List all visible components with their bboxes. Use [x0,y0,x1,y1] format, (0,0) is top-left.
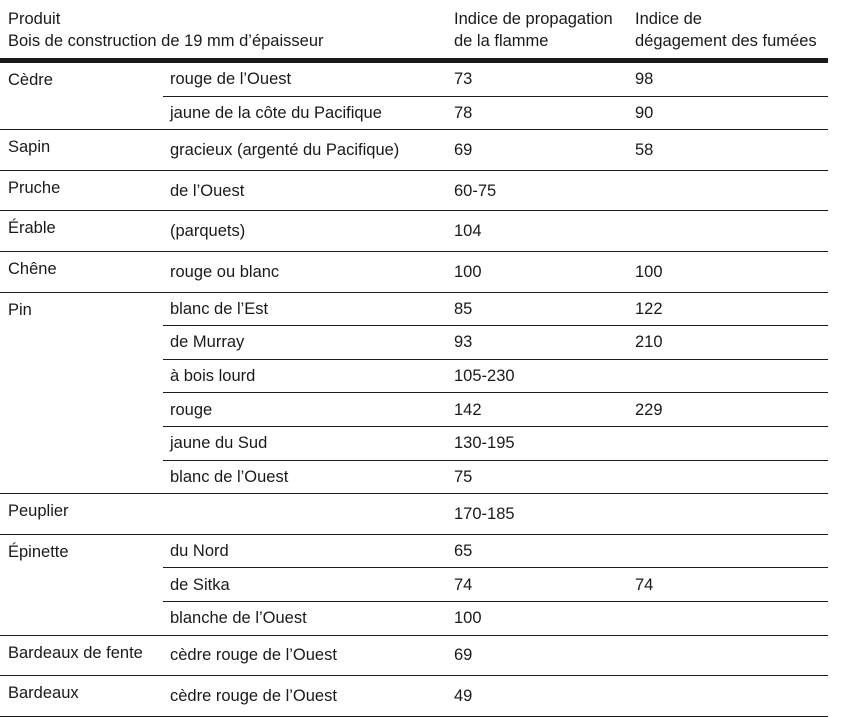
species-cell: Pin [0,292,163,494]
flame-index-cell: 78 [447,96,628,130]
variety-cell: gracieux (argenté du Pacifique) [163,130,447,171]
table-header [0,6,828,61]
variety-cell: blanc de l’Ouest [163,460,447,494]
smoke-index-cell: 98 [628,61,828,97]
table-row [0,534,828,568]
flame-index-cell: 65 [447,534,628,568]
table-row [0,292,828,326]
variety-cell: cèdre rouge de l’Ouest [163,676,447,717]
variety-cell [163,494,447,535]
variety-cell: de Sitka [163,568,447,602]
flame-index-cell: 60-75 [447,170,628,211]
variety-cell: à bois lourd [163,359,447,393]
flame-index-cell: 100 [447,601,628,635]
flame-index-cell: 93 [447,326,628,360]
smoke-index-cell [628,494,828,535]
variety-cell: (parquets) [163,211,447,252]
table-row [0,211,828,252]
table-body [0,61,828,717]
species-cell: Chêne [0,251,163,292]
variety-cell: rouge de l’Ouest [163,61,447,97]
smoke-index-cell: 122 [628,292,828,326]
variety-cell: de Murray [163,326,447,360]
flame-index-cell: 105-230 [447,359,628,393]
species-cell: Peuplier [0,494,163,535]
variety-cell: rouge ou blanc [163,251,447,292]
smoke-index-cell: 229 [628,393,828,427]
smoke-index-cell: 58 [628,130,828,171]
smoke-index-cell: 90 [628,96,828,130]
variety-cell: blanc de l’Est [163,292,447,326]
flame-index-cell: 85 [447,292,628,326]
flame-index-cell: 69 [447,130,628,171]
smoke-index-cell [628,170,828,211]
smoke-index-cell [628,635,828,676]
table-row [0,170,828,211]
product-header-line2: Bois de construction de 19 mm d’épaisseur [8,32,324,50]
table-row [0,61,828,97]
table-row [0,676,828,717]
flame-index-cell: 170-185 [447,494,628,535]
header-row [0,6,828,61]
flame-index-cell: 100 [447,251,628,292]
flame-header-line2: de la flamme [454,32,549,50]
species-cell: Érable [0,211,163,252]
smoke-index-cell: 74 [628,568,828,602]
variety-cell: jaune de la côte du Pacifique [163,96,447,130]
species-cell: Bardeaux [0,676,163,717]
species-cell: Sapin [0,130,163,171]
smoke-index-cell: 210 [628,326,828,360]
product-header-line1: Produit [8,10,61,28]
variety-cell: de l’Ouest [163,170,447,211]
species-cell: Épinette [0,534,163,635]
flame-index-cell: 104 [447,211,628,252]
variety-cell: rouge [163,393,447,427]
variety-cell: du Nord [163,534,447,568]
species-cell: Bardeaux de fente [0,635,163,676]
species-cell: Cèdre [0,61,163,130]
table-row [0,251,828,292]
fire-rating-table [0,6,828,717]
flame-header-line1: Indice de propagation [454,10,613,28]
smoke-index-cell [628,534,828,568]
flame-index-cell: 130-195 [447,426,628,460]
table-row [0,494,828,535]
smoke-column-header [628,6,828,61]
flame-index-cell: 75 [447,460,628,494]
variety-cell: jaune du Sud [163,426,447,460]
flame-index-cell: 69 [447,635,628,676]
smoke-index-cell [628,601,828,635]
smoke-header-line1: Indice de [635,10,702,28]
smoke-index-cell [628,676,828,717]
smoke-index-cell [628,426,828,460]
table-row [0,130,828,171]
variety-cell: blanche de l’Ouest [163,601,447,635]
smoke-index-cell [628,211,828,252]
product-column-header [0,6,447,61]
species-cell: Pruche [0,170,163,211]
flame-column-header [447,6,628,61]
variety-cell: cèdre rouge de l’Ouest [163,635,447,676]
smoke-index-cell [628,460,828,494]
flame-index-cell: 142 [447,393,628,427]
flame-index-cell: 73 [447,61,628,97]
flame-index-cell: 74 [447,568,628,602]
smoke-index-cell [628,359,828,393]
table-row [0,635,828,676]
smoke-header-line2: dégagement des fumées [635,32,817,50]
smoke-index-cell: 100 [628,251,828,292]
flame-index-cell: 49 [447,676,628,717]
